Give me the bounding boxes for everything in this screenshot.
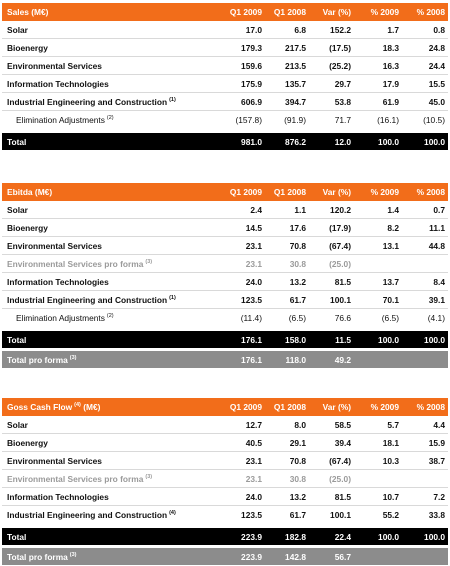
col-pct-2009: % 2009 <box>354 398 402 416</box>
cell: 123.5 <box>241 509 262 520</box>
footnote-ref: (3) <box>145 258 153 265</box>
cell: 152.2 <box>309 21 354 39</box>
cell: 100.0 <box>354 528 402 545</box>
cell: 38.7 <box>402 452 448 470</box>
cell: 213.5 <box>265 57 309 75</box>
cashflow-header-row <box>2 398 448 416</box>
row-label <box>2 309 225 327</box>
cell: (17.9) <box>309 219 354 237</box>
col-var: Var (%) <box>309 3 354 21</box>
col-var: Var (%) <box>309 183 354 201</box>
sales-row-solar <box>2 21 448 39</box>
row-label: Solar <box>2 416 225 434</box>
cell: 8.0 <box>265 416 309 434</box>
cell: (91.9) <box>284 114 306 125</box>
cell: 7.2 <box>402 488 448 506</box>
cell: 61.9 <box>354 93 402 111</box>
cell: (10.5) <box>423 114 445 125</box>
cell: 61.7 <box>289 509 306 520</box>
cell: 13.2 <box>265 273 309 291</box>
col-pct-2008: % 2008 <box>402 3 448 21</box>
row-label: Environmental Services <box>2 237 225 255</box>
ebitda-row-elimination-adjustments <box>2 309 448 327</box>
col-q1-2009: Q1 2009 <box>225 183 265 201</box>
cell: 158.0 <box>265 331 309 348</box>
cell: 23.1 <box>225 470 265 488</box>
cell: 176.1 <box>225 351 265 368</box>
row-label: Bioenergy <box>2 219 225 237</box>
cell: 18.1 <box>354 434 402 452</box>
cell: 39.4 <box>309 434 354 452</box>
cell <box>402 351 448 368</box>
row-label: Information Technologies <box>2 75 225 93</box>
cell: 70.8 <box>265 237 309 255</box>
col-q1-2008: Q1 2008 <box>265 183 309 201</box>
col-q1-2008: Q1 2008 <box>265 398 309 416</box>
cell: 1.1 <box>265 201 309 219</box>
col-pct-2009: % 2009 <box>354 3 402 21</box>
cell: 49.2 <box>309 351 354 368</box>
cell: 606.9 <box>225 93 265 111</box>
sales-table <box>2 3 448 150</box>
cell: 142.8 <box>265 548 309 565</box>
cell: 33.8 <box>428 509 445 520</box>
ebitda-row-bioenergy <box>2 219 448 237</box>
ebitda-header-row <box>2 183 448 201</box>
row-label: Environmental Services <box>2 57 225 75</box>
footnote-ref: (1) <box>169 294 176 301</box>
cell: 175.9 <box>225 75 265 93</box>
cell: 12.7 <box>225 416 265 434</box>
row-label <box>2 291 225 309</box>
row-label: Solar <box>2 21 225 39</box>
cell: 18.3 <box>354 39 402 57</box>
cell: 100.0 <box>402 133 448 150</box>
row-label <box>2 470 225 488</box>
total-label: Total <box>2 133 225 150</box>
cashflow-row-bioenergy <box>2 434 448 452</box>
col-q1-2009: Q1 2009 <box>225 3 265 21</box>
cell: 8.2 <box>354 219 402 237</box>
row-label <box>2 255 225 273</box>
cell: 981.0 <box>225 133 265 150</box>
total-label: Total <box>2 528 225 545</box>
cell: (25.2) <box>309 57 354 75</box>
cell: 12.0 <box>309 133 354 150</box>
cell: 24.0 <box>225 273 265 291</box>
cell: 100.1 <box>330 509 351 520</box>
cell: 30.8 <box>265 255 309 273</box>
total-pro-forma-label <box>2 548 225 565</box>
cell: 23.1 <box>225 452 265 470</box>
cell: 14.5 <box>225 219 265 237</box>
cell: 120.2 <box>309 201 354 219</box>
col-pct-2008: % 2008 <box>402 398 448 416</box>
row-label-text: Industrial Engineering and Construction <box>7 294 168 305</box>
cell: 17.6 <box>265 219 309 237</box>
cell: 53.8 <box>309 93 354 111</box>
row-label-text: Elimination Adjustments <box>16 312 105 323</box>
footnote-ref: (3) <box>69 551 77 558</box>
cell: 71.7 <box>334 114 351 125</box>
sales-row-environmental-services <box>2 57 448 75</box>
row-label: Information Technologies <box>2 273 225 291</box>
cell: 1.7 <box>354 21 402 39</box>
cell: 123.5 <box>225 291 265 309</box>
cell: 29.7 <box>309 75 354 93</box>
cell: 81.5 <box>309 488 354 506</box>
cell <box>354 548 402 565</box>
sales-total-row <box>2 133 448 150</box>
sales-title: Sales (M€) <box>2 3 225 21</box>
cell: 23.1 <box>225 255 265 273</box>
cell: (25.0) <box>309 255 354 273</box>
cell: 61.7 <box>265 291 309 309</box>
cell: 223.9 <box>225 528 265 545</box>
ebitda-table <box>2 183 448 368</box>
cell: (6.5) <box>381 312 399 323</box>
row-label <box>2 506 225 524</box>
cell: 223.9 <box>225 548 265 565</box>
cell: 22.4 <box>309 528 354 545</box>
footnote-ref: (3) <box>145 473 153 480</box>
cell: (157.8) <box>235 114 262 125</box>
footnote-ref: (3) <box>69 354 77 361</box>
cell: 0.8 <box>402 21 448 39</box>
sales-row-information-technologies <box>2 75 448 93</box>
total-pro-forma-label <box>2 351 225 368</box>
row-label-text: Environmental Services pro forma <box>7 258 144 269</box>
cell: 29.1 <box>265 434 309 452</box>
ebitda-row-environmental-services-pro-forma <box>2 255 448 273</box>
footnote-ref: (2) <box>106 114 114 121</box>
cell: (67.4) <box>309 237 354 255</box>
cell <box>354 470 402 488</box>
cell: 159.6 <box>225 57 265 75</box>
col-var: Var (%) <box>309 398 354 416</box>
cashflow-row-information-technologies <box>2 488 448 506</box>
ebitda-row-solar <box>2 201 448 219</box>
cell: (4.1) <box>427 312 445 323</box>
cashflow-table <box>2 398 448 565</box>
cashflow-title-text: Goss Cash Flow <box>7 402 73 412</box>
cell: 45.0 <box>402 93 448 111</box>
cell: 8.4 <box>402 273 448 291</box>
cashflow-total-pro-forma-row <box>2 548 448 565</box>
cell: 10.3 <box>354 452 402 470</box>
cell: 100.1 <box>309 291 354 309</box>
cell: 100.0 <box>354 331 402 348</box>
cell: 179.3 <box>225 39 265 57</box>
cell: 11.1 <box>402 219 448 237</box>
footnote-ref: (4) <box>74 402 81 408</box>
sales-row-bioenergy <box>2 39 448 57</box>
cell <box>354 351 402 368</box>
row-label <box>2 93 225 111</box>
cell: 176.1 <box>225 331 265 348</box>
cashflow-row-industrial-engineering <box>2 506 448 524</box>
cell: 76.6 <box>334 312 351 323</box>
cell: 81.5 <box>309 273 354 291</box>
row-label: Bioenergy <box>2 434 225 452</box>
row-label-text: Industrial Engineering and Construction <box>7 509 168 520</box>
cell: 0.7 <box>402 201 448 219</box>
cashflow-row-environmental-services-pro-forma <box>2 470 448 488</box>
cell: (17.5) <box>309 39 354 57</box>
cashflow-row-environmental-services <box>2 452 448 470</box>
cell: 17.9 <box>354 75 402 93</box>
cell: 58.5 <box>309 416 354 434</box>
row-label: Solar <box>2 201 225 219</box>
cell: (16.1) <box>377 114 399 125</box>
col-pct-2008: % 2008 <box>402 183 448 201</box>
ebitda-title: Ebitda (M€) <box>2 183 225 201</box>
cell: 39.1 <box>402 291 448 309</box>
footnote-ref: (2) <box>106 312 114 319</box>
sales-row-industrial-engineering <box>2 93 448 111</box>
cell: 5.7 <box>354 416 402 434</box>
cell: 56.7 <box>309 548 354 565</box>
cell: 10.7 <box>354 488 402 506</box>
cell: 70.8 <box>265 452 309 470</box>
cell: 876.2 <box>265 133 309 150</box>
cashflow-title-unit: (M€) <box>83 402 101 412</box>
col-q1-2008: Q1 2008 <box>265 3 309 21</box>
cell <box>402 470 448 488</box>
cell: 24.4 <box>402 57 448 75</box>
cell: 15.9 <box>402 434 448 452</box>
cell: 6.8 <box>265 21 309 39</box>
footnote-ref: (4) <box>169 509 176 516</box>
cell: 100.0 <box>354 133 402 150</box>
sales-row-elimination-adjustments <box>2 111 448 129</box>
cell: 24.8 <box>402 39 448 57</box>
cell <box>354 255 402 273</box>
row-label: Information Technologies <box>2 488 225 506</box>
ebitda-total-row <box>2 331 448 348</box>
ebitda-row-environmental-services <box>2 237 448 255</box>
col-pct-2009: % 2009 <box>354 183 402 201</box>
cell: 11.5 <box>309 331 354 348</box>
cell: 44.8 <box>402 237 448 255</box>
cell: 13.7 <box>354 273 402 291</box>
total-label: Total <box>2 331 225 348</box>
cashflow-row-solar <box>2 416 448 434</box>
cell: 1.4 <box>354 201 402 219</box>
ebitda-row-industrial-engineering <box>2 291 448 309</box>
row-label-text: Industrial Engineering and Construction <box>7 96 168 107</box>
row-label-text: Total pro forma <box>7 551 68 562</box>
cell: 70.1 <box>354 291 402 309</box>
cell: 100.0 <box>402 331 448 348</box>
cashflow-total-row <box>2 528 448 545</box>
cell: 16.3 <box>354 57 402 75</box>
cell <box>402 255 448 273</box>
sales-header-row <box>2 3 448 21</box>
cell <box>402 548 448 565</box>
row-label: Bioenergy <box>2 39 225 57</box>
row-label-text: Elimination Adjustments <box>16 114 105 125</box>
cell: 13.2 <box>265 488 309 506</box>
cashflow-title <box>2 398 225 416</box>
ebitda-total-pro-forma-row <box>2 351 448 368</box>
cell: 13.1 <box>354 237 402 255</box>
row-label: Environmental Services <box>2 452 225 470</box>
row-label-text: Total pro forma <box>7 354 68 365</box>
cell: 394.7 <box>265 93 309 111</box>
cell: 4.4 <box>402 416 448 434</box>
row-label <box>2 111 225 129</box>
cell: 55.2 <box>382 509 399 520</box>
cell: 2.4 <box>225 201 265 219</box>
cell: 30.8 <box>265 470 309 488</box>
cell: (6.5) <box>288 312 306 323</box>
cell: 135.7 <box>265 75 309 93</box>
cell: (67.4) <box>309 452 354 470</box>
cell: 15.5 <box>402 75 448 93</box>
cell: 100.0 <box>402 528 448 545</box>
cell: 17.0 <box>225 21 265 39</box>
cell: 217.5 <box>265 39 309 57</box>
cell: (25.0) <box>309 470 354 488</box>
cell: 40.5 <box>225 434 265 452</box>
col-q1-2009: Q1 2009 <box>225 398 265 416</box>
cell: 24.0 <box>225 488 265 506</box>
cell: 182.8 <box>265 528 309 545</box>
cell: (11.4) <box>240 312 262 323</box>
cell: 23.1 <box>225 237 265 255</box>
footnote-ref: (1) <box>169 96 176 103</box>
ebitda-row-information-technologies <box>2 273 448 291</box>
row-label-text: Environmental Services pro forma <box>7 473 144 484</box>
cell: 118.0 <box>265 351 309 368</box>
